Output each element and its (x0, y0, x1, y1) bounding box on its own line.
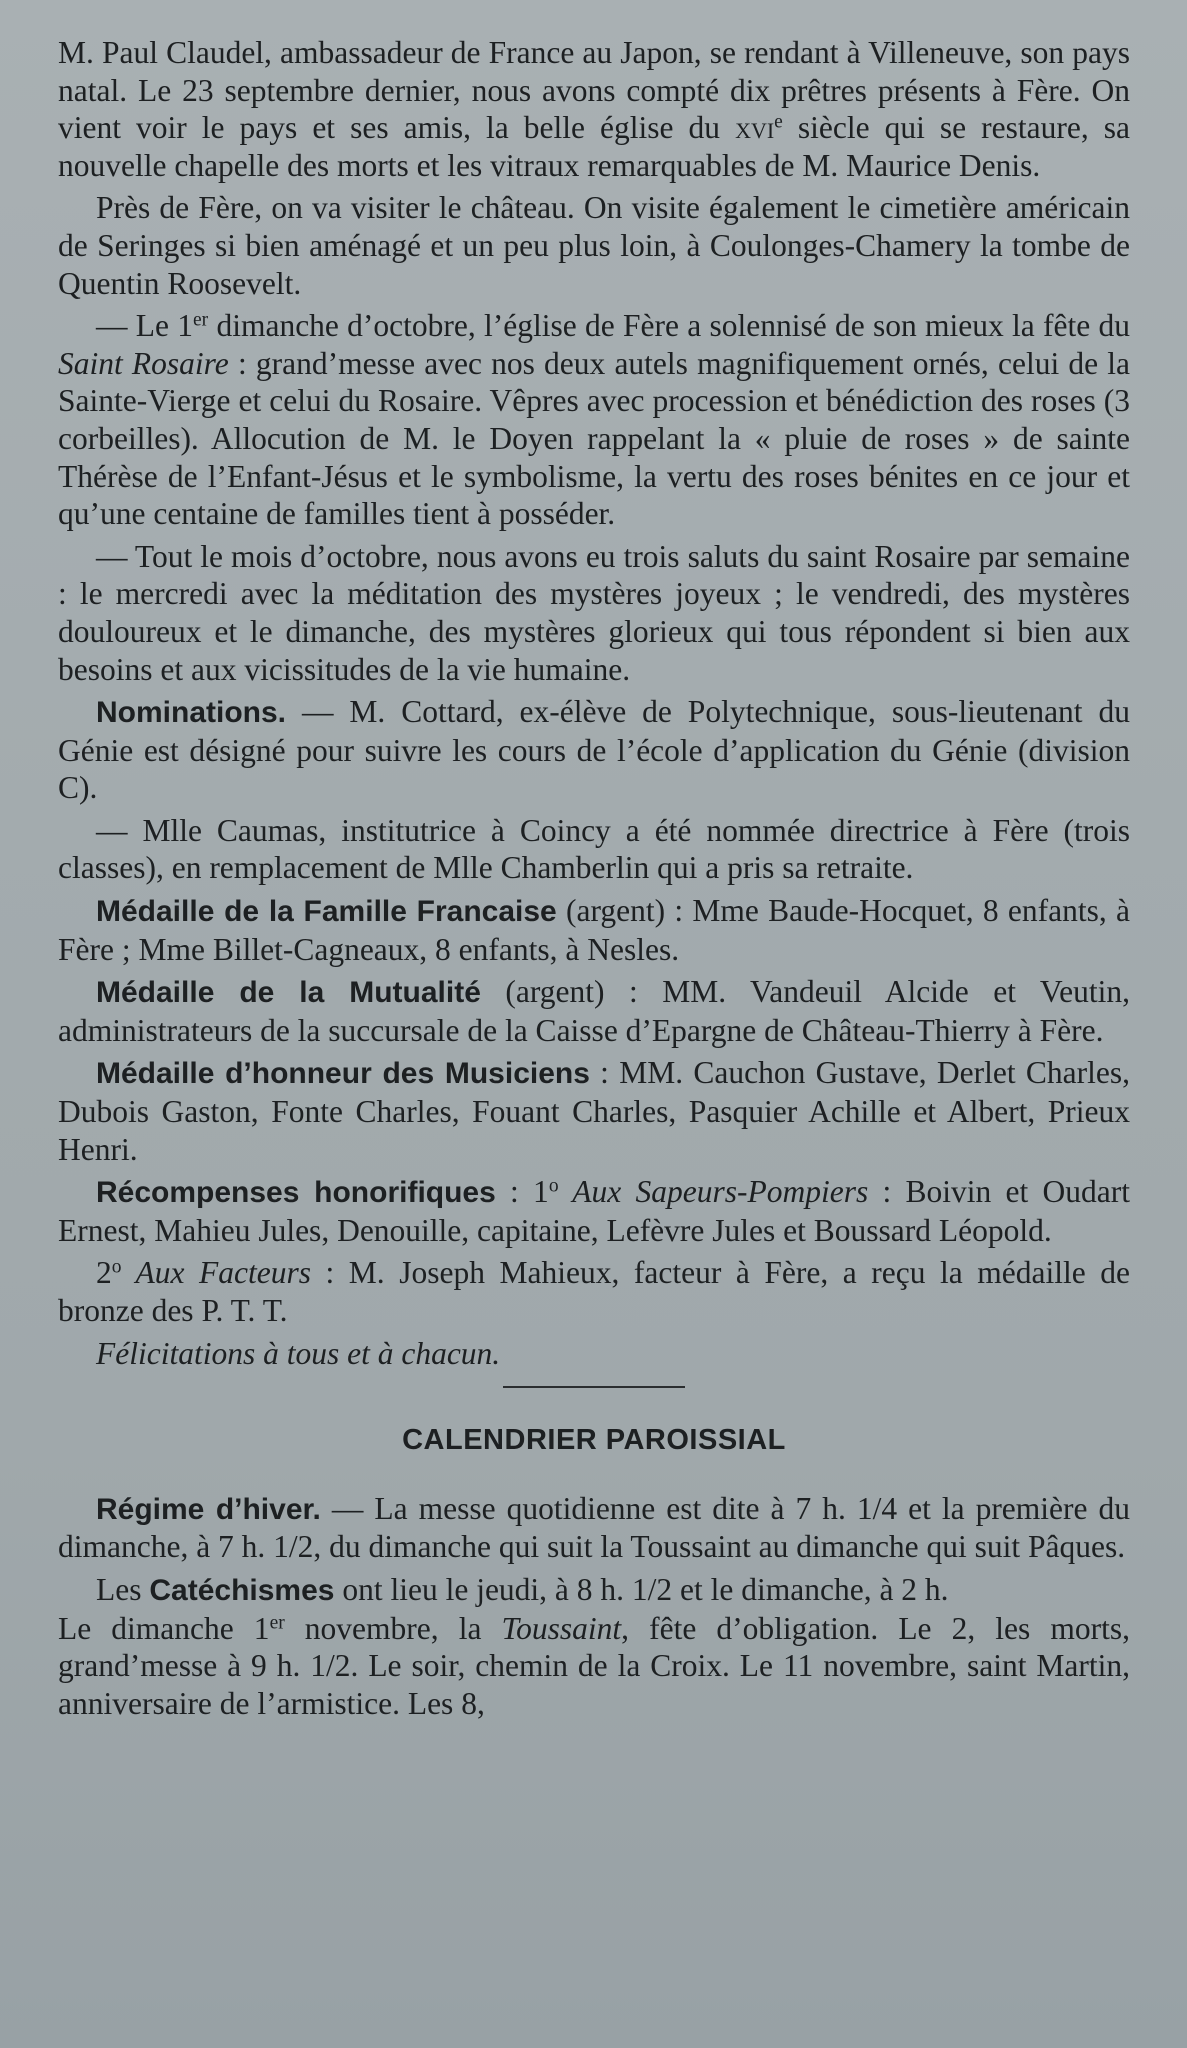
text: siècle qui se restaure, sa nouvelle chapelle des morts et les vitraux remarquables de M. Maurice Denis. (58, 110, 1130, 183)
paragraph-regime-hiver (58, 1490, 1130, 1566)
section-heading: Médaille d’honneur des Musiciens (96, 1057, 590, 1091)
text: — La messe quotidienne est dite à 7 h. 1/4 et la première du dimanche, à 7 h. 1/2, du dimanche qui suit la Toussaint au dimanche qui suit Pâques. (58, 1490, 1130, 1565)
paragraph-rosaire (58, 307, 1130, 533)
paragraph-felicitations: Félicitations à tous et à chacun. (96, 1335, 501, 1371)
section-heading: Nominations. (96, 696, 287, 730)
superscript: er (193, 309, 209, 331)
paragraph-recompenses (58, 1173, 1130, 1249)
paragraph-mutualite (58, 973, 1130, 1049)
text: novembre, la (284, 1610, 502, 1646)
section-heading: Régime d’hiver. (96, 1492, 321, 1526)
text: Le dimanche 1 (58, 1610, 270, 1646)
section-heading: Médaille de la Famille Francaise (96, 895, 557, 929)
text: M. Paul Claudel, ambassadeur de France au Japon, se rendant à Villeneuve, son pays natal. Le 23 septembre dernier, nous avons compté dix prêtres présents à Fère. On vient voir le pays et ses amis, la belle église du (58, 35, 1130, 146)
italic-text: Toussaint (501, 1610, 622, 1646)
text: Les (96, 1571, 150, 1607)
text: (argent) : Mme Baude-Hocquet, 8 enfants, à Fère ; Mme Billet-Cagneaux, 8 enfants, à Nesles. (58, 893, 1130, 967)
text: : 1 (495, 1174, 549, 1210)
paragraph-octobre: — Tout le mois d’octobre, nous avons eu trois saluts du saint Rosaire par semaine : le mercredi avec la méditation des mystères joyeux ; le vendredi, des mystères douloureux et le dimanche, des mystères glorieux qui tous répondent si bien aux besoins et aux vicissitudes de la vie humaine. (58, 538, 1130, 687)
paragraph-claudel (58, 34, 1130, 184)
paragraph-musiciens (58, 1054, 1130, 1168)
century: xvi (735, 110, 775, 146)
paragraph-chateau: Près de Fère, on va visiter le château. On visite également le cimetière américain de Seringes si bien aménagé et un peu plus loin, à Coulonges-Chamery la tombe de Quentin Roosevelt. (58, 190, 1130, 301)
text: (argent) : MM. Vandeuil Alcide et Veutin, administrateurs de la succursale de la Caisse d’Epargne de Château-Thierry à Fère. (58, 974, 1130, 1048)
section-heading: Médaille de la Mutualité (96, 976, 481, 1010)
text: ont lieu le jeudi, à 8 h. 1/2 et le dimanche, à 2 h. (334, 1571, 949, 1607)
text: dimanche d’octobre, l’église de Fère a solennisé de son mieux la fête du (208, 308, 1130, 344)
paragraph-catechismes (58, 1571, 1130, 1722)
text: , fête d’obligation. Le 2, les morts, grand’messe à 9 h. 1/2. Le soir, chemin de la Croix. Le 11 novembre, saint Martin, anniversaire de l’armistice. Les 8, (58, 1610, 1130, 1721)
superscript: o (548, 1175, 559, 1197)
superscript: er (269, 1611, 285, 1633)
section-heading: Catéchismes (149, 1573, 335, 1607)
section-divider (503, 1386, 685, 1388)
paragraph-nominations (58, 693, 1130, 807)
section-heading: Récompenses honorifiques (96, 1176, 496, 1210)
paragraph-caumas: — Mlle Caumas, institutrice à Coincy a été nommée directrice à Fère (trois classes), en remplacement de Mlle Chamberlin qui a pris sa retraite. (58, 812, 1130, 886)
italic-text: Aux Sapeurs-Pompiers (558, 1174, 869, 1210)
paragraph-facteurs (58, 1254, 1130, 1329)
text: : Boivin et Oudart Ernest, Mahieu Jules, Denouille, capitaine, Lefèvre Jules et Boussard Léopold. (58, 1174, 1130, 1248)
paragraph-famille (58, 892, 1130, 968)
italic-text: Saint Rosaire (58, 345, 229, 381)
text: : M. Joseph Mahieux, facteur à Fère, a reçu la médaille de bronze des P. T. T. (58, 1255, 1130, 1328)
superscript: o (111, 1256, 122, 1278)
superscript: e (774, 111, 783, 133)
text: : MM. Cauchon Gustave, Derlet Charles, Dubois Gaston, Fonte Charles, Fouant Charles, Pasquier Achille et Albert, Prieux Henri. (58, 1055, 1130, 1167)
calendar-title: CALENDRIER PAROISSIAL (402, 1424, 786, 1457)
text: 2 (96, 1255, 112, 1291)
article-column (58, 34, 1130, 1727)
text: : grand’messe avec nos deux autels magnifiquement ornés, celui de la Sainte-Vierge et celui du Rosaire. Vêpres avec procession et bénédiction des roses (3 corbeilles). Allocution de M. le Doyen rappelant la « pluie de roses » de sainte Thérèse de l’Enfant-Jésus et le symbolisme, la vertu des roses bénites en ce jour et qu’une centaine de familles tient à posséder. (58, 345, 1131, 532)
text: — Le 1 (96, 308, 194, 344)
text: — M. Cottard, ex-élève de Polytechnique, sous-lieutenant du Génie est désigné pour suivre les cours de l’école d’application du Génie (division C). (58, 694, 1130, 806)
italic-text: Aux Facteurs (121, 1255, 311, 1291)
